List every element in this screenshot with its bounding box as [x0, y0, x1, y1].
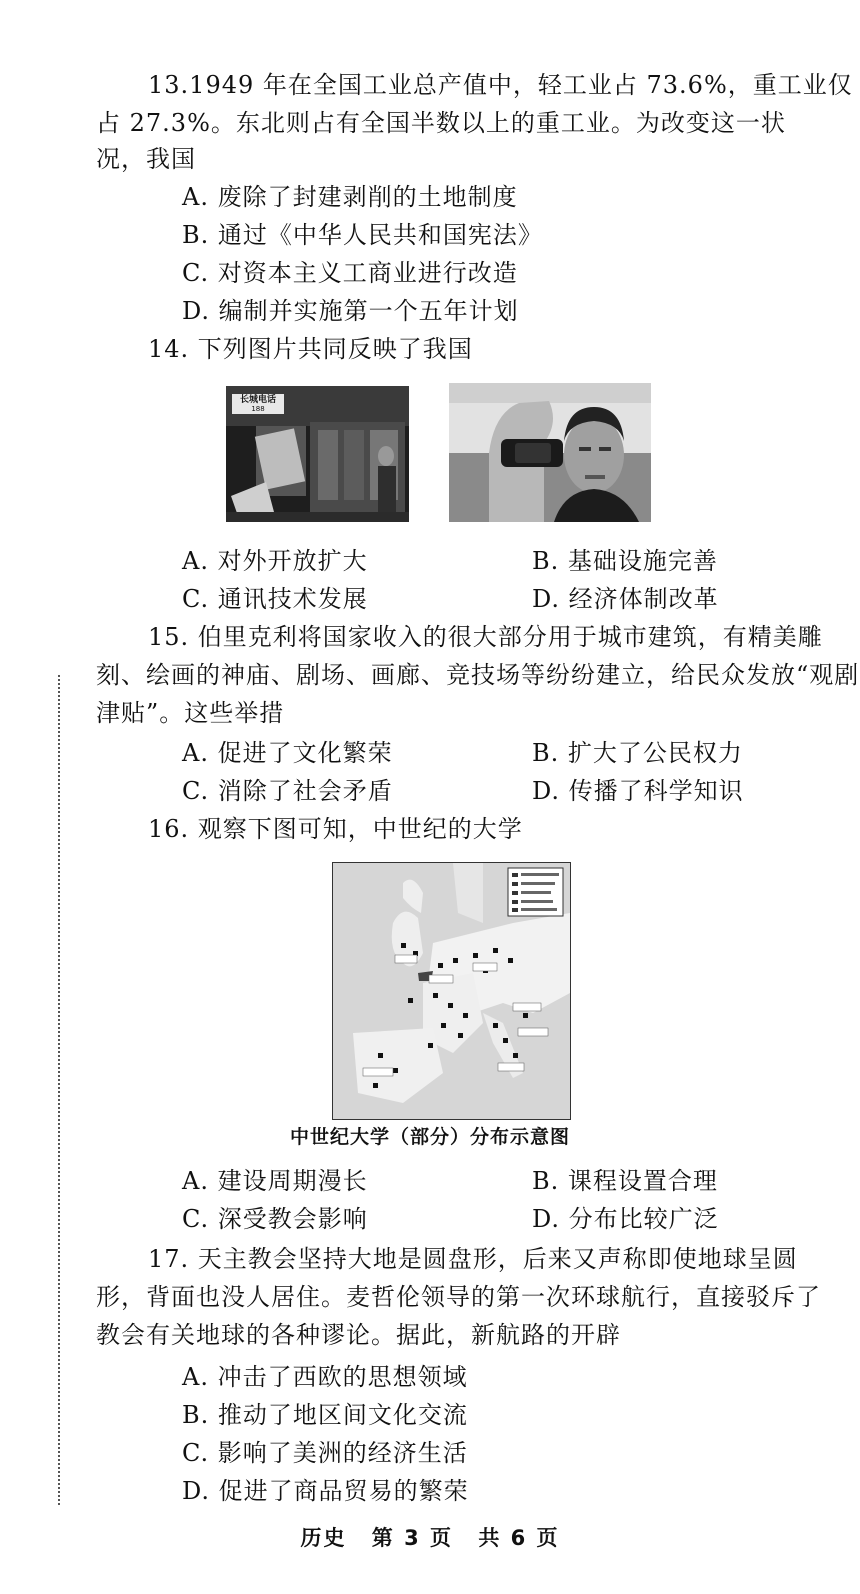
q13-option-a[interactable]: A. 废除了封建剥削的土地制度 — [182, 183, 518, 211]
footer-page-total: 共 6 页 — [478, 1526, 560, 1550]
q14-option-a[interactable]: A. 对外开放扩大 — [182, 547, 368, 575]
q17-option-d[interactable]: D. 促进了商品贸易的繁荣 — [182, 1477, 469, 1505]
q15-option-c[interactable]: C. 消除了社会矛盾 — [182, 777, 393, 805]
q16-option-a[interactable]: A. 建设周期漫长 — [182, 1167, 368, 1195]
q16-option-d[interactable]: D. 分布比较广泛 — [532, 1205, 719, 1233]
q17-stem-line-2: 形，背面也没人居住。麦哲伦领导的第一次环球航行，直接驳斥了 — [96, 1283, 821, 1311]
q14-photo-sign-number: 188 — [251, 405, 265, 413]
page-footer — [0, 1522, 860, 1552]
q15-option-d[interactable]: D. 传播了科学知识 — [532, 777, 744, 805]
q14-option-c[interactable]: C. 通讯技术发展 — [182, 585, 368, 613]
q15-stem-line-1: 15. 伯里克利将国家收入的很大部分用于城市建筑，有精美雕 — [148, 623, 823, 651]
q15-stem-line-2: 刻、绘画的神庙、剧场、画廊、竞技场等纷纷建立，给民众发放“观剧 — [96, 661, 860, 689]
q16-option-b[interactable]: B. 课程设置合理 — [532, 1167, 718, 1195]
q13-stem-line-1: 13.1949 年在全国工业总产值中，轻工业占 73.6%，重工业仅 — [148, 71, 853, 99]
q14-stem: 14. 下列图片共同反映了我国 — [148, 335, 473, 363]
q17-option-a[interactable]: A. 冲击了西欧的思想领域 — [182, 1363, 468, 1391]
q14-option-d[interactable]: D. 经济体制改革 — [532, 585, 719, 613]
q17-stem-line-3: 教会有关地球的各种谬论。据此，新航路的开辟 — [96, 1321, 621, 1349]
binding-margin-line — [58, 675, 60, 1505]
q13-stem-line-3: 况，我国 — [96, 145, 196, 173]
footer-page-number: 第 3 页 — [371, 1526, 453, 1550]
q13-stem-line-2: 占 27.3%。东北则占有全国半数以上的重工业。为改变这一状 — [96, 109, 786, 137]
q15-option-a[interactable]: A. 促进了文化繁荣 — [182, 739, 393, 767]
q17-stem-line-1: 17. 天主教会坚持大地是圆盘形，后来又声称即使地球呈圆 — [148, 1245, 798, 1273]
q15-stem-line-3: 津贴”。这些举措 — [96, 699, 285, 727]
q16-option-c[interactable]: C. 深受教会影响 — [182, 1205, 368, 1233]
q17-option-b[interactable]: B. 推动了地区间文化交流 — [182, 1401, 468, 1429]
q13-option-d[interactable]: D. 编制并实施第一个五年计划 — [182, 297, 519, 325]
q13-option-b[interactable]: B. 通过《中华人民共和国宪法》 — [182, 221, 543, 249]
q14-photo-phone-booth — [226, 386, 409, 522]
q13-option-c[interactable]: C. 对资本主义工商业进行改造 — [182, 259, 518, 287]
q14-photo-smartwatch-man — [449, 383, 651, 522]
q14-photo-sign-text: 长城电话 — [239, 395, 276, 405]
q16-stem: 16. 观察下图可知，中世纪的大学 — [148, 815, 523, 843]
footer-subject: 历史 — [300, 1526, 347, 1550]
q17-option-c[interactable]: C. 影响了美洲的经济生活 — [182, 1439, 468, 1467]
q15-option-b[interactable]: B. 扩大了公民权力 — [532, 739, 743, 767]
q14-option-b[interactable]: B. 基础设施完善 — [532, 547, 718, 575]
medieval-universities-map — [332, 862, 571, 1120]
map-caption: 中世纪大学（部分）分布示意图 — [289, 1126, 570, 1148]
